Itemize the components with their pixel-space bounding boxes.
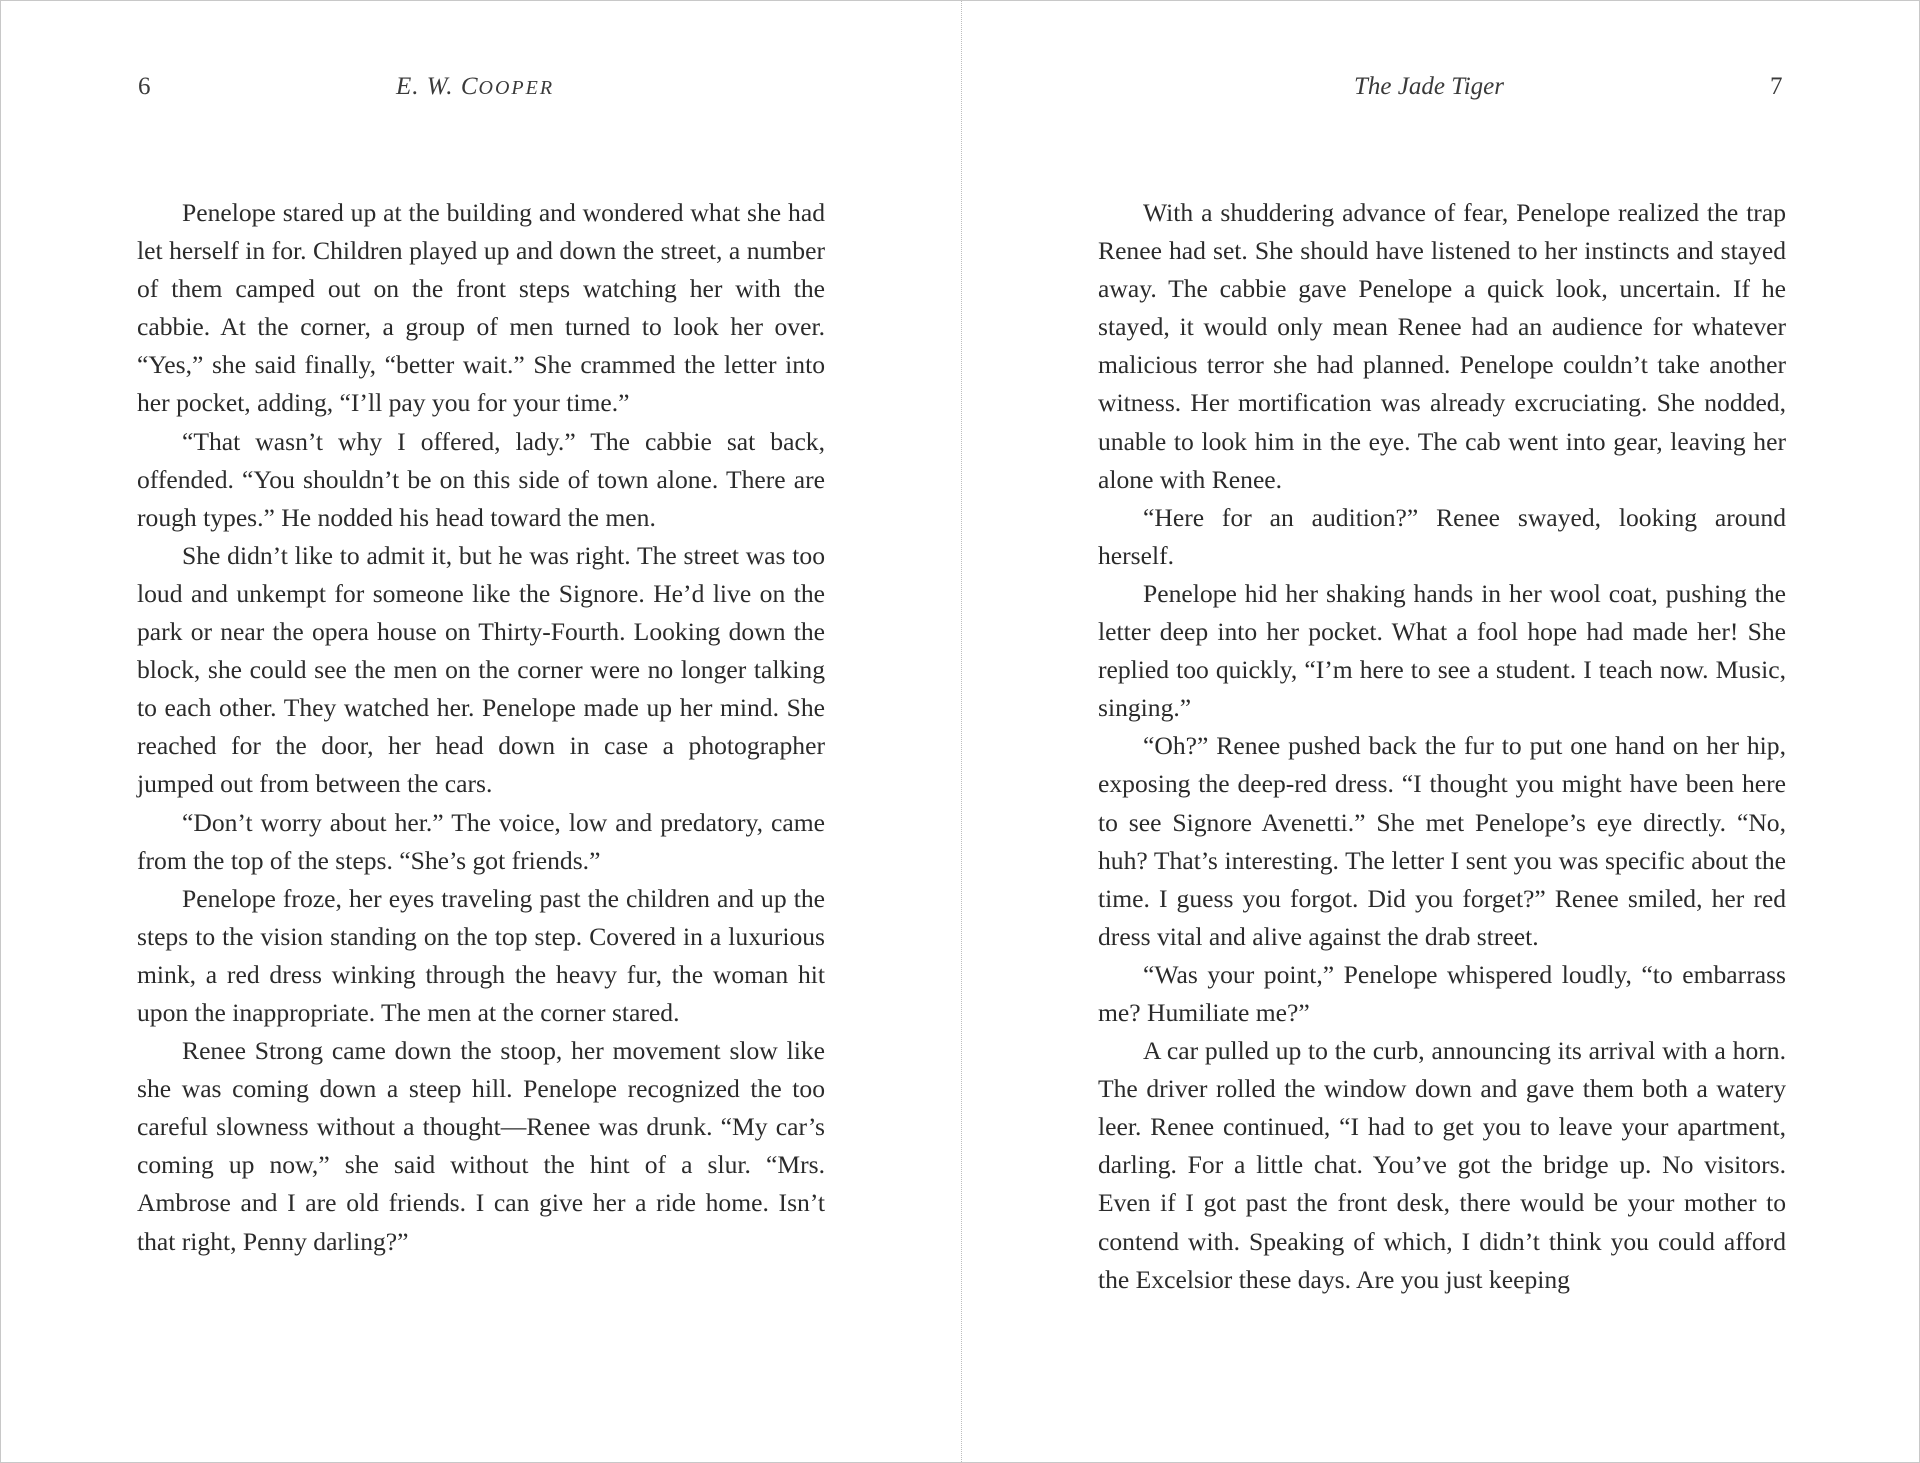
running-head-title: The Jade Tiger <box>1354 73 1504 100</box>
page-number: 7 <box>1770 73 1783 100</box>
paragraph: Penelope froze, her eyes traveling past the children and up the steps to the vision standing on the top step. Covered in a luxurious mink, a red dress winking through the heavy fur, the woman hit upon the inappropriate. The men at the corner stared. <box>137 883 825 1027</box>
paragraph: With a shuddering advance of fear, Penelope realized the trap Renee had set. She should have listened to her instincts and stayed away. The cabbie gave Penelope a quick look, uncertain. If he stayed, it would only mean Renee had an audience for whatever malicious terror she had planned. Penelope couldn’t take another witness. Her mortification was already excruciating. She nodded, unable to look him in the eye. The cab went into gear, leaving her alone with Renee. <box>1098 198 1786 494</box>
paragraph: “That wasn’t why I offered, lady.” The cabbie sat back, offended. “You shouldn’t be on this side of town alone. There are rough types.” He nodded his head toward the men. <box>137 426 825 532</box>
body-text <box>1098 194 1786 1299</box>
author-initials: E. W. <box>396 73 461 100</box>
paragraph: Penelope hid her shaking hands in her wool coat, pushing the letter deep into her pocket. What a fool hope had made her! She replied too quickly, “I’m here to see a student. I teach now. Music, singing.” <box>1098 578 1786 723</box>
right-page <box>962 1 1920 1462</box>
paragraph: She didn’t like to admit it, but he was right. The street was too loud and unkempt for someone like the Signore. He’d live on the park or near the opera house on Thirty-Fourth. Looking down the block, she could see the men on the corner were no longer talking to each other. They watched her. Penelope made up her mind. She reached for the door, her head down in case a photographer jumped out from between the cars. <box>137 540 825 799</box>
running-head-author <box>396 67 554 107</box>
paragraph: Penelope stared up at the building and wondered what she had let herself in for. Children played up and down the street, a number of them camped out on the front steps watching her with the cabbie. At the corner, a group of men turned to look her over. “Yes,” she said finally, “better wait.” She crammed the letter into her pocket, adding, “I’ll pay you for your time.” <box>137 198 825 418</box>
paragraph: “Was your point,” Penelope whispered loudly, “to embarrass me? Humiliate me?” <box>1098 959 1786 1027</box>
paragraph: Renee Strong came down the stoop, her movement slow like she was coming down a steep hill. Penelope recognized the too careful slowness without a thought—Renee was drunk. “My car’s coming up now,” she said without the hint of a slur. “Mrs. Ambrose and I are old friends. I can give her a ride home. Isn’t that right, Penny darling?” <box>137 1036 825 1256</box>
paragraph: A car pulled up to the curb, announcing its arrival with a horn. The driver rolled the window down and gave them both a watery leer. Renee continued, “I had to get you to leave your apartment, darling. For a little chat. You’ve got the bridge up. No visitors. Even if I got past the front desk, there would be your mother to contend with. Speaking of which, I didn’t think you could afford the Excelsior these days. Are you just keeping <box>1098 1036 1786 1294</box>
paragraph: “Here for an audition?” Renee swayed, looking around herself. <box>1098 502 1786 570</box>
left-page <box>1 1 961 1462</box>
author-surname: COOPER <box>460 73 555 100</box>
paragraph: “Oh?” Renee pushed back the fur to put one hand on her hip, exposing the deep-red dress. “I thought you might have been here to see Signore Avenetti.” She met Penelope’s eye directly. “No, huh? That’s interesting. The letter I sent you was specific about the time. I guess you forgot. Did you forget?” Renee smiled, her red dress vital and alive against the drab street. <box>1098 731 1786 951</box>
paragraph: “Don’t worry about her.” The voice, low and predatory, came from the top of the steps. “She’s got friends.” <box>137 807 825 875</box>
body-text <box>137 194 825 1261</box>
page-number: 6 <box>138 73 151 100</box>
